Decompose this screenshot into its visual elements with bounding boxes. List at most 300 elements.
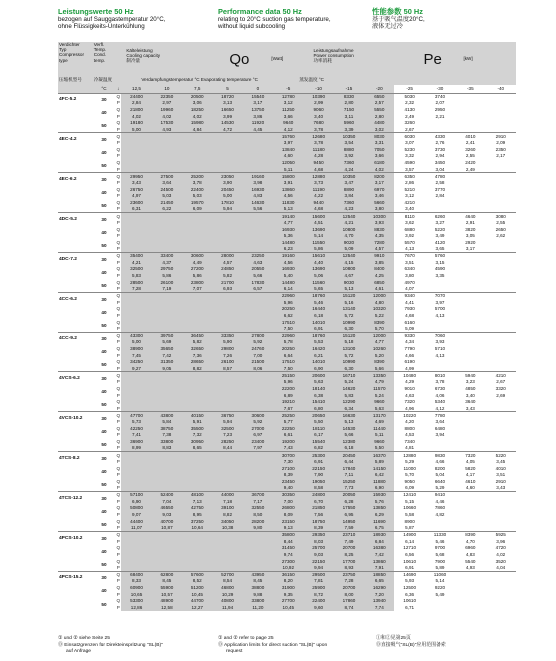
value-cell: 18850 (364, 571, 394, 578)
qp-label: Q (116, 452, 121, 458)
value-cell (486, 518, 516, 525)
value-cell: 9660 (364, 438, 394, 445)
qp-label: Q (116, 213, 121, 219)
model-cell (58, 558, 93, 571)
value-cell (425, 438, 455, 445)
value-cell: 12290 (334, 398, 364, 405)
value-cell: 4,77 (364, 339, 394, 346)
value-cell (121, 299, 151, 306)
value-cell: 28200 (243, 518, 273, 525)
value-cell (152, 485, 182, 492)
qp-label: Q (116, 120, 121, 126)
value-cell: 43300 (121, 332, 151, 339)
model-cell: 4PCS-10.2 (58, 531, 93, 544)
value-cell: 11,94 (212, 604, 242, 611)
value-cell: 32500 (121, 266, 151, 273)
value-cell: 8,95 (182, 511, 212, 518)
value-cell: 26800 (273, 505, 303, 512)
value-cell: 5,94 (212, 206, 242, 213)
value-cell: 15610 (303, 252, 333, 259)
value-cell: 4,13 (425, 312, 455, 319)
value-cell: 14010 (303, 359, 333, 366)
value-cell: 3,84 (334, 193, 364, 200)
value-cell: 6,30 (334, 325, 364, 332)
value-cell: 20450 (334, 452, 364, 459)
value-cell: 9660 (364, 398, 394, 405)
value-cell: 7860 (425, 505, 455, 512)
value-cell: 8,50 (243, 511, 273, 518)
value-cell: 15540 (303, 438, 333, 445)
value-cell (121, 372, 151, 379)
value-cell (243, 472, 273, 479)
value-cell: 3,31 (364, 139, 394, 146)
value-cell: 5,90 (212, 339, 242, 346)
qp-label: P (116, 352, 120, 358)
value-cell: 4,53 (394, 432, 424, 439)
value-cell: 9060 (303, 106, 333, 113)
value-cell: 3,05 (455, 232, 485, 239)
cond-temp-label: Verfl. Temp. Cond. temp. (93, 42, 115, 75)
value-cell: 3,65 (425, 246, 455, 253)
value-cell (121, 379, 151, 386)
watt-unit: [Watt] (271, 56, 284, 61)
qp-label: Q (116, 93, 121, 99)
qp-label: Q (116, 492, 121, 498)
value-cell (243, 545, 273, 552)
value-cell: 6,21 (303, 352, 333, 359)
value-cell: 31900 (273, 584, 303, 591)
qp-label: P (116, 286, 120, 292)
model-cell (58, 239, 93, 252)
value-cell: 5,14 (303, 232, 333, 239)
value-cell: 5,76 (364, 498, 394, 505)
value-cell: 29500 (303, 571, 333, 578)
value-cell: 19160 (243, 173, 273, 180)
value-cell: 7,36 (182, 352, 212, 359)
value-cell: 6,91 (394, 564, 424, 571)
value-cell: 9830 (425, 452, 455, 459)
evap-temp-header: 0 (243, 85, 273, 93)
table-row (58, 598, 516, 605)
model-cell (58, 159, 93, 172)
value-cell (486, 498, 516, 505)
value-cell (243, 232, 273, 239)
value-cell: 4,13 (425, 352, 455, 359)
value-cell: 6340 (394, 266, 424, 273)
value-cell: 2,07 (425, 100, 455, 107)
value-cell: 6,09 (394, 485, 424, 492)
value-cell (152, 146, 182, 153)
value-cell (455, 505, 485, 512)
value-cell: 7280 (364, 239, 394, 246)
value-cell (455, 365, 485, 372)
value-cell: 4,96 (394, 405, 424, 412)
table-row (58, 571, 516, 578)
value-cell (152, 558, 182, 565)
value-cell: 39100 (212, 505, 242, 512)
value-cell: 4,60 (273, 153, 303, 160)
value-cell: 13850 (364, 505, 394, 512)
value-cell (182, 531, 212, 538)
value-cell (243, 133, 273, 140)
cond-temp-cell: 30 (93, 372, 115, 385)
value-cell (243, 139, 273, 146)
value-cell: 3,54 (334, 139, 364, 146)
value-cell: 6,14 (273, 286, 303, 293)
value-cell: 5,70 (394, 472, 424, 479)
value-cell: 22960 (273, 292, 303, 299)
value-cell: 5,50 (364, 445, 394, 452)
footer-cn-2: Ⓓ直接吸气"SL(B)"应用范围备索 (376, 643, 446, 648)
value-cell (182, 219, 212, 226)
value-cell: 6,44 (334, 458, 364, 465)
value-cell: 24800 (303, 491, 333, 498)
value-cell (243, 398, 273, 405)
value-cell: 3,12 (394, 193, 424, 200)
value-cell: 5,86 (303, 246, 333, 253)
cond-temp-cell: 40 (101, 389, 107, 395)
value-cell: 8400 (364, 266, 394, 273)
cond-temp-cell: 30 (93, 213, 115, 226)
value-cell: 4,80 (364, 299, 394, 306)
value-cell: 7,32 (182, 432, 212, 439)
value-cell: 2,86 (394, 179, 424, 186)
value-cell: 33800 (152, 438, 182, 445)
value-cell (121, 239, 151, 246)
value-cell: 42750 (182, 505, 212, 512)
value-cell (486, 571, 516, 578)
value-cell: 15980 (182, 120, 212, 127)
value-cell: 33400 (152, 252, 182, 259)
value-cell: 4010 (486, 465, 516, 472)
value-cell: 7,00 (243, 352, 273, 359)
value-cell (182, 153, 212, 160)
value-cell: 5220 (486, 452, 516, 459)
power-consumption-head (303, 42, 516, 75)
value-cell: 7,26 (212, 352, 242, 359)
value-cell (486, 126, 516, 133)
value-cell: 11060 (425, 571, 455, 578)
cond-temp-cell: 40 (101, 468, 107, 474)
value-cell: 8,82 (182, 365, 212, 372)
value-cell: 9700 (425, 545, 455, 552)
value-cell (152, 545, 182, 552)
value-cell: 37250 (182, 518, 212, 525)
value-cell: 17700 (334, 558, 364, 565)
value-cell: 5,77 (273, 418, 303, 425)
header-de (58, 8, 218, 30)
value-cell: 4,02 (152, 113, 182, 120)
value-cell (121, 564, 151, 571)
value-cell: 6,90 (364, 485, 394, 492)
value-cell: 6,95 (334, 511, 364, 518)
value-cell: 20700 (334, 584, 364, 591)
value-cell: 27100 (273, 465, 303, 472)
value-cell (486, 591, 516, 598)
value-cell: 9220 (425, 584, 455, 591)
value-cell: 5,00 (212, 193, 242, 200)
qp-label: P (116, 246, 120, 252)
value-cell: 17830 (243, 279, 273, 286)
value-cell (121, 398, 151, 405)
value-cell: 10350 (334, 173, 364, 180)
value-cell: 17860 (334, 598, 364, 605)
value-cell (121, 538, 151, 545)
value-cell: 19570 (182, 199, 212, 206)
value-cell: 5,00 (121, 126, 151, 133)
qp-label: P (116, 259, 120, 265)
value-cell: 6,62 (273, 312, 303, 319)
value-cell: 6970 (364, 186, 394, 193)
value-cell (212, 325, 242, 332)
value-cell: 2,21 (425, 113, 455, 120)
table-row (58, 438, 516, 445)
value-cell (455, 100, 485, 107)
value-cell (212, 159, 242, 166)
value-cell: 6,97 (243, 432, 273, 439)
value-cell: 17840 (334, 465, 364, 472)
value-cell (486, 159, 516, 166)
value-cell (455, 206, 485, 213)
table-row (58, 578, 516, 585)
value-cell: 4,61 (364, 286, 394, 293)
model-cell (58, 319, 93, 332)
cond-temp-cell: 30 (93, 571, 115, 584)
value-cell: 3,85 (364, 259, 394, 266)
value-cell: 11180 (303, 146, 333, 153)
value-cell: 3,93 (364, 219, 394, 226)
value-cell (212, 545, 242, 552)
value-cell (425, 325, 455, 332)
value-cell: 17530 (152, 120, 182, 127)
value-cell: 4120 (425, 239, 455, 246)
value-cell: 3,15 (425, 259, 455, 266)
value-cell: 3,86 (243, 113, 273, 120)
value-cell: 4,29 (394, 379, 424, 386)
qp-label: P (116, 180, 120, 186)
qp-label: P (116, 498, 120, 504)
value-cell: 6,93 (212, 286, 242, 293)
value-cell: 5,73 (121, 418, 151, 425)
value-cell: 5,13 (334, 286, 364, 293)
value-cell: 5,84 (152, 418, 182, 425)
footer-de-1: ① und ② siehe Seite 25 (58, 636, 111, 641)
table-row (58, 425, 516, 432)
value-cell (152, 319, 182, 326)
value-cell (486, 319, 516, 326)
value-cell: 5,11 (273, 166, 303, 173)
value-cell: 5,46 (425, 538, 455, 545)
cond-temp-cell: 50 (101, 601, 107, 607)
value-cell: 7,11 (334, 472, 364, 479)
value-cell (243, 458, 273, 465)
value-cell: 4,13 (394, 246, 424, 253)
value-cell: 6,56 (394, 551, 424, 558)
value-cell (455, 438, 485, 445)
value-cell: 8,45 (243, 578, 273, 585)
value-cell: 9440 (303, 199, 333, 206)
value-cell (182, 472, 212, 479)
value-cell: 22350 (152, 93, 182, 100)
value-cell: 3730 (425, 146, 455, 153)
model-cell: 4PCS-15.2 (58, 571, 93, 584)
value-cell: 4,70 (334, 232, 364, 239)
header-cn-title: 性能参数 50 Hz (372, 7, 423, 16)
qp-label: P (116, 392, 120, 398)
table-row (58, 418, 516, 425)
value-cell (121, 246, 151, 253)
value-cell: 8,72 (303, 591, 333, 598)
value-cell (455, 345, 485, 352)
value-cell: 2,55 (486, 219, 516, 226)
qp-label: Q (116, 518, 121, 524)
value-cell (152, 478, 182, 485)
value-cell: 3770 (425, 186, 455, 193)
value-cell (243, 372, 273, 379)
value-cell (121, 472, 151, 479)
value-cell: 52700 (212, 571, 242, 578)
value-cell: 2,69 (486, 392, 516, 399)
value-cell (455, 126, 485, 133)
value-cell: 9640 (273, 120, 303, 127)
value-cell: 5,04 (425, 472, 455, 479)
value-cell: 2,67 (486, 379, 516, 386)
performance-table-sheet (58, 42, 516, 634)
value-cell: 3,04 (425, 166, 455, 173)
model-cell (58, 306, 93, 319)
value-cell: 22400 (182, 186, 212, 193)
value-cell: 26100 (152, 279, 182, 286)
value-cell: 18720 (212, 93, 242, 100)
value-cell (152, 139, 182, 146)
value-cell: 6,38 (303, 392, 333, 399)
value-cell: 8,74 (334, 604, 364, 611)
value-cell: 36700 (243, 491, 273, 498)
value-cell (152, 239, 182, 246)
value-cell: 3,39 (334, 126, 364, 133)
value-cell (212, 292, 242, 299)
value-cell: 15250 (334, 478, 364, 485)
value-cell: 22150 (303, 465, 333, 472)
cooling-label: Cooling capacity (126, 53, 161, 59)
value-cell (425, 518, 455, 525)
qp-label: P (116, 113, 120, 119)
value-cell: 8,39 (273, 472, 303, 479)
header-de-title: Leistungswerte 50 Hz (58, 7, 134, 16)
value-cell: 12000 (364, 292, 394, 299)
value-cell: 8390 (455, 531, 485, 538)
value-cell (425, 359, 455, 366)
value-cell (486, 352, 516, 359)
model-cell: 4CC-6.2 (58, 292, 93, 305)
qp-label: P (116, 578, 120, 584)
value-cell: 7930 (394, 306, 424, 313)
value-cell: 3,91 (273, 179, 303, 186)
table-row (58, 531, 516, 538)
value-cell (425, 206, 455, 213)
value-cell: 5,13 (334, 418, 364, 425)
value-cell: 6,29 (364, 511, 394, 518)
value-cell: 4,12 (273, 126, 303, 133)
value-cell (152, 133, 182, 140)
value-cell: 14690 (394, 571, 424, 578)
value-cell: 5,69 (152, 339, 182, 346)
value-cell: 7790 (394, 345, 424, 352)
value-cell: 19140 (273, 213, 303, 220)
value-cell: 5,65 (303, 286, 333, 293)
value-cell (212, 312, 242, 319)
value-cell: 20650 (303, 412, 333, 419)
value-cell: 12680 (303, 133, 333, 140)
value-cell: 15800 (273, 173, 303, 180)
value-cell: 9,27 (121, 365, 151, 372)
value-cell: 14150 (364, 465, 394, 472)
value-cell: 3,27 (425, 219, 455, 226)
value-cell: 9,35 (273, 591, 303, 598)
value-cell: 43950 (243, 571, 273, 578)
table-row (58, 292, 516, 299)
value-cell (243, 551, 273, 558)
value-cell: 4210 (486, 372, 516, 379)
value-cell: 4,68 (303, 206, 333, 213)
value-cell: 3320 (486, 385, 516, 392)
value-cell (243, 153, 273, 160)
value-cell: 4,24 (334, 166, 364, 173)
value-cell: 8330 (334, 93, 364, 100)
value-cell: 16420 (303, 345, 333, 352)
value-cell: 9330 (394, 332, 424, 339)
value-cell: 4,25 (364, 272, 394, 279)
value-cell: 12,58 (152, 604, 182, 611)
table-row (58, 232, 516, 239)
cn-power-label: 功率消耗 (313, 58, 332, 64)
cond-temp-cell: 40 (101, 110, 107, 116)
cond-temp-cell: 40 (101, 309, 107, 315)
value-cell (121, 478, 151, 485)
value-cell: 4,40 (303, 259, 333, 266)
value-cell: 8880 (334, 146, 364, 153)
value-cell: 3,32 (394, 153, 424, 160)
value-cell: 4,93 (152, 126, 182, 133)
value-cell: 2,67 (394, 126, 424, 133)
value-cell: 5,82 (182, 339, 212, 346)
value-cell: 6,42 (364, 472, 394, 479)
value-cell (455, 584, 485, 591)
value-cell: 4,63 (243, 259, 273, 266)
qp-label: P (116, 605, 120, 611)
value-cell: 18930 (364, 531, 394, 538)
value-cell (152, 458, 182, 465)
value-cell (455, 432, 485, 439)
value-cell (152, 392, 182, 399)
value-cell (455, 591, 485, 598)
table-row (58, 133, 516, 140)
value-cell (425, 199, 455, 206)
value-cell (121, 385, 151, 392)
value-cell (455, 445, 485, 452)
table-row (58, 584, 516, 591)
value-cell (486, 306, 516, 313)
value-cell: 8,83 (152, 445, 182, 452)
header-de-line1: bezogen auf Sauggastemperatur 20°C, (58, 16, 166, 23)
table-row (58, 365, 516, 372)
value-cell (486, 252, 516, 259)
qp-label: Q (116, 439, 121, 445)
value-cell: 46550 (152, 505, 182, 512)
qp-label: Q (116, 346, 121, 352)
model-cell: 4EC-4.2 (58, 133, 93, 146)
cond-temp-cell: 50 (101, 242, 107, 248)
